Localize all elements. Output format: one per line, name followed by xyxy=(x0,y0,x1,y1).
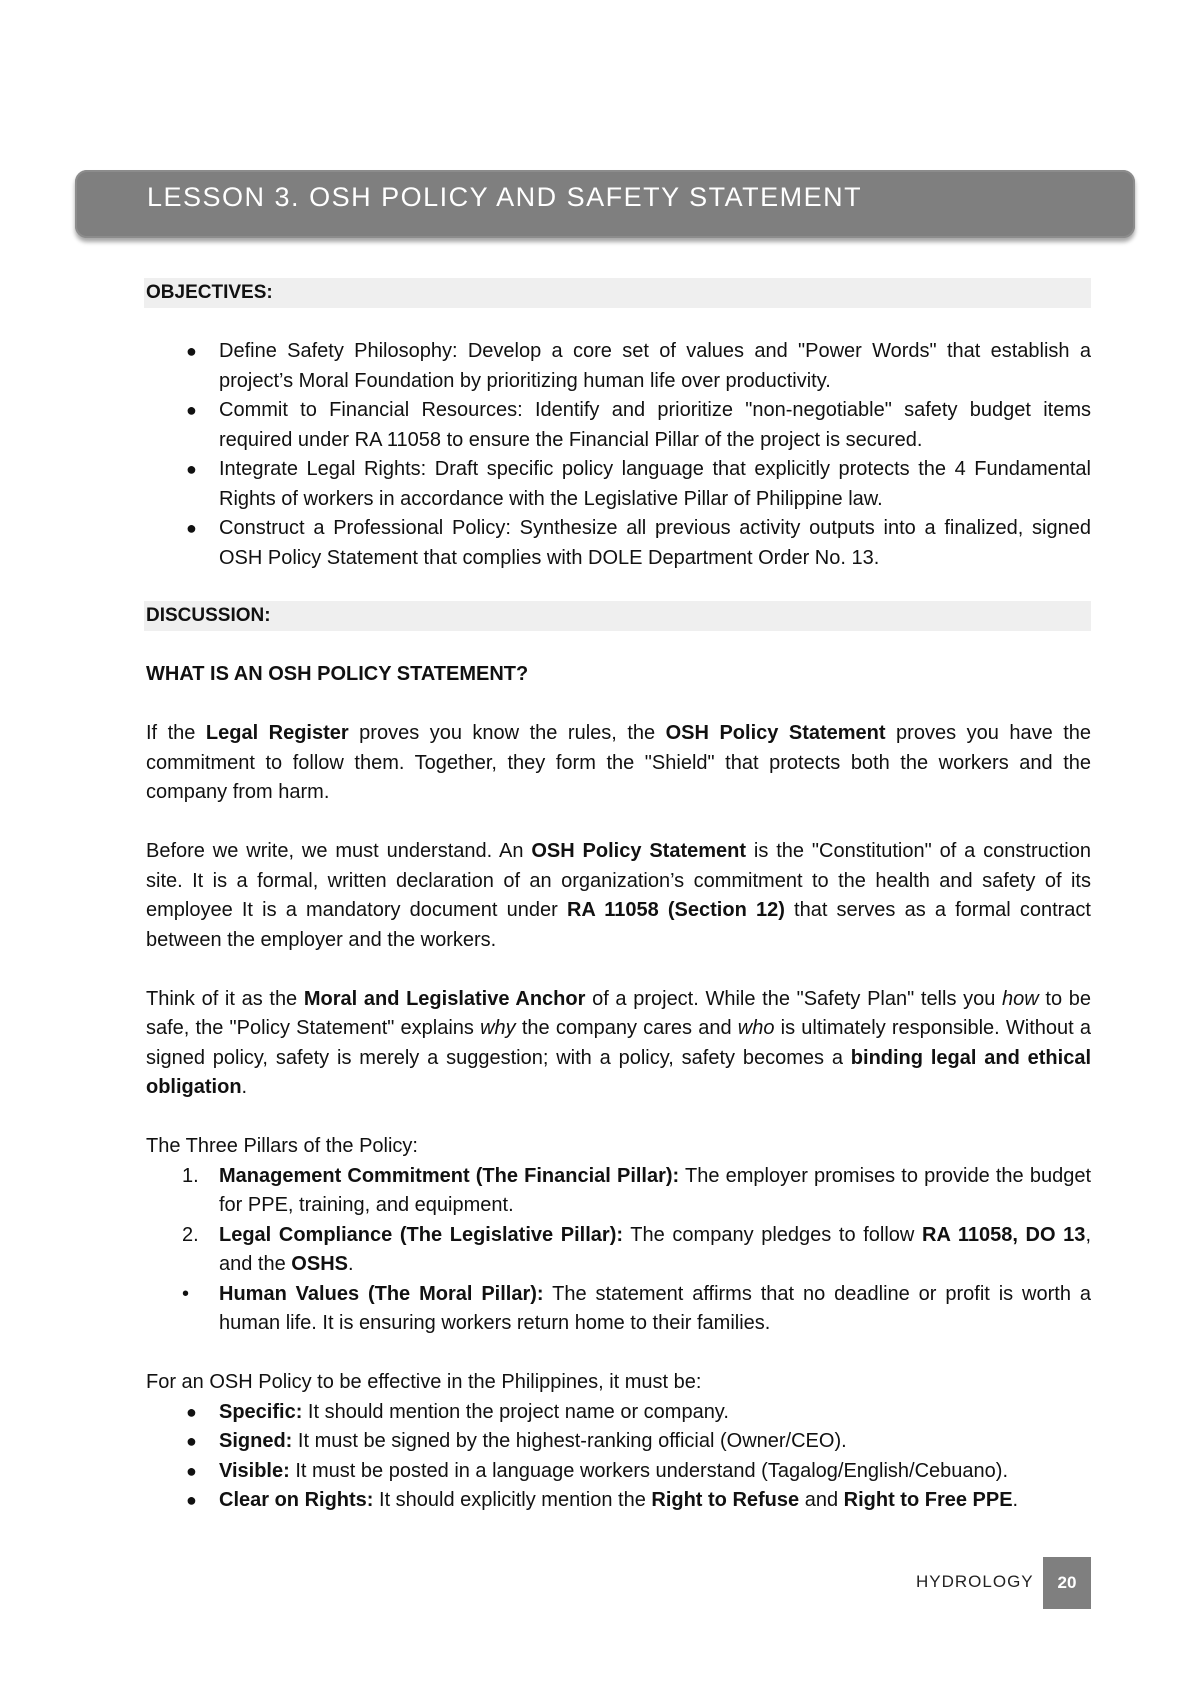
effective-intro: For an OSH Policy to be effective in the Philippines, it must be: xyxy=(146,1371,702,1393)
pillar-item: 1. Management Commitment (The Financial Pillar): The employer promises to provide the budget for PPE, training, and equipment. xyxy=(182,1164,1092,1216)
bullet-icon: ● xyxy=(186,1431,197,1451)
effective-item: ● Specific: It should mention the project name or company. xyxy=(146,1398,1091,1428)
objectives-list xyxy=(146,337,1091,573)
discussion-body xyxy=(146,660,1091,1516)
lesson-title xyxy=(147,180,862,215)
lesson-title-text: OSH POLICY AND SAFETY STATEMENT xyxy=(300,182,863,212)
bullet-icon: ● xyxy=(186,400,197,420)
pillars-intro: The Three Pillars of the Policy: xyxy=(146,1135,418,1157)
objective-item xyxy=(146,455,1091,514)
bullet-icon: ● xyxy=(186,1490,197,1510)
pillar-item: • Human Values (The Moral Pillar): The statement affirms that no deadline or profit is worth a human life. It is ensuring workers return home to their families. xyxy=(182,1282,1091,1334)
objective-text: Commit to Financial Resources: Identify and prioritize "non-negotiable" safety budget items required under RA 11058 to ensure the Financial Pillar of the project is secured. xyxy=(219,399,1091,451)
paragraph-3: Think of it as the Moral and Legislative Anchor of a project. While the "Safety Plan" tells you how to be safe, the "Policy Statement" explains why the company cares and who is ultimately responsible. Without a signed policy, safety is merely a suggestion; with a policy, safety becomes a binding legal and ethical obligation. xyxy=(146,987,1091,1098)
paragraph-1: If the Legal Register proves you know the rules, the OSH Policy Statement proves you have the commitment to follow them. Together, they form the "Shield" that protects both the workers and the company from harm. xyxy=(146,722,1091,803)
bullet-icon: ● xyxy=(186,341,197,361)
pillars-list xyxy=(146,1162,1091,1339)
objective-text: Define Safety Philosophy: Develop a core set of values and "Power Words" that establish a project’s Moral Foundation by prioritizing human life over productivity. xyxy=(219,340,1091,392)
objectives-heading: OBJECTIVES: xyxy=(144,278,1091,308)
objective-item xyxy=(146,337,1091,396)
objective-item xyxy=(146,396,1091,455)
discussion-subheading: WHAT IS AN OSH POLICY STATEMENT? xyxy=(146,663,529,685)
objective-text: Construct a Professional Policy: Synthesize all previous activity outputs into a finalized, signed OSH Policy Statement that complies with DOLE Department Order No. 13. xyxy=(219,517,1091,569)
bullet-icon: ● xyxy=(186,459,197,479)
discussion-heading: DISCUSSION: xyxy=(144,601,1091,631)
footer-subject: HYDROLOGY xyxy=(916,1572,1034,1591)
lesson-banner xyxy=(75,170,1135,238)
effective-list xyxy=(146,1398,1091,1516)
effective-item: ● Visible: It must be posted in a language workers understand (Tagalog/English/Cebuano). xyxy=(146,1457,1091,1487)
lesson-label: LESSON 3. xyxy=(147,182,301,212)
page-number: 20 xyxy=(1043,1557,1091,1609)
objective-item xyxy=(146,514,1091,573)
objective-text: Integrate Legal Rights: Draft specific policy language that explicitly protects the 4 Fundamental Rights of workers in accordance with the Legislative Pillar of Philippine law. xyxy=(219,458,1091,510)
effective-item: ● Signed: It must be signed by the highest-ranking official (Owner/CEO). xyxy=(146,1427,1091,1457)
bullet-icon: ● xyxy=(186,518,197,538)
paragraph-2: Before we write, we must understand. An OSH Policy Statement is the "Constitution" of a construction site. It is a formal, written declaration of an organization’s commitment to the health and safety of its employee It is a mandatory document under RA 11058 (Section 12) that serves as a formal contract between the employer and the workers. xyxy=(146,840,1091,951)
effective-item: ● Clear on Rights: It should explicitly mention the Right to Refuse and Right to Free PPE. xyxy=(146,1486,1091,1516)
bullet-icon: ● xyxy=(186,1460,197,1481)
pillar-item: 2. Legal Compliance (The Legislative Pillar): The company pledges to follow RA 11058, DO 13, and the OSHS. xyxy=(182,1223,1091,1275)
bullet-icon: ● xyxy=(186,1401,197,1422)
